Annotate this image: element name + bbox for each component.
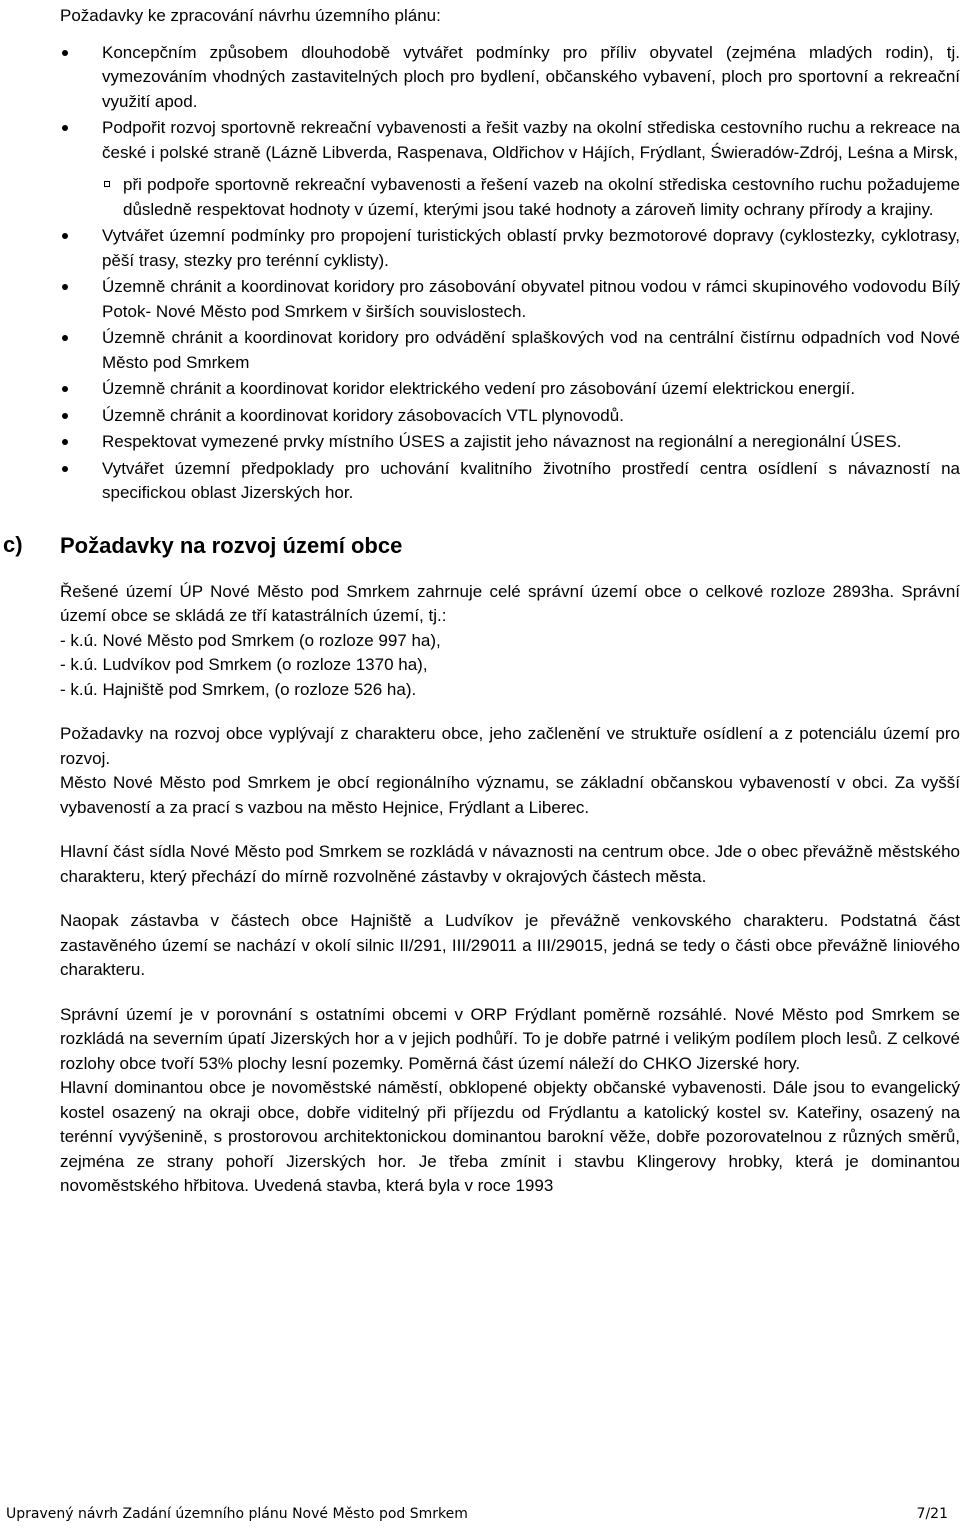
bullet-icon [62, 50, 68, 56]
bullet-icon [62, 439, 68, 445]
section-letter: c) [3, 531, 23, 557]
territory-paragraph [60, 1003, 960, 1199]
paragraph-text: Hlavní část sídla Nové Město pod Smrkem se rozkládá v návaznosti na centrum obce. Jde o obec převážně městského charakteru, který přechází do mírně rozvolněné zástavby v okrajových částech města. [60, 842, 960, 886]
cadastral-item: - k.ú. Ludvíkov pod Smrkem (o rozloze 1370 ha), [60, 655, 428, 674]
sub-list-item: při podpoře sportovně rekreační vybavenosti a řešení vazeb na okolní střediska cestovního ruchu požadujeme důsledně respektovat hodnoty v území, kterými jsou také hodnoty a zároveň limity ochrany přírody a krajiny. [102, 173, 960, 222]
document-page [3, 4, 960, 1219]
paragraph-text: Město Nové Město pod Smrkem je obcí regionálního významu, se základní občanskou vybaveností v obci. Za vyšší vybaveností a za prací s vazbou na město Hejnice, Frýdlant a Liberec. [60, 773, 960, 817]
bullet-icon [62, 413, 68, 419]
list-item: Koncepčním způsobem dlouhodobě vytvářet podmínky pro příliv obyvatel (zejména mladých rodin), tj. vymezováním vhodných zastavitelných ploch pro bydlení, občanského vybavení, ploch pro sportovní a rekreační využití apod. [60, 41, 960, 115]
list-item: Respektovat vymezené prvky místního ÚSES a zajistit jeho návaznost na regionální a neregionální ÚSES. [60, 430, 960, 455]
list-item: Územně chránit a koordinovat koridory pro odvádění splaškových vod na centrální čistírnu odpadních vod Nové Město pod Smrkem [60, 326, 960, 375]
list-item: Územně chránit a koordinovat koridory pro zásobování obyvatel pitnou vodou v rámci skupinového vodovodu Bílý Potok- Nové Město pod Smrkem v širších souvislostech. [60, 275, 960, 324]
section-title: Požadavky na rozvoj území obce [60, 532, 403, 558]
paragraph-text: Požadavky na rozvoj obce vyplývají z charakteru obce, jeho začlenění ve struktuře osídlení a z potenciálu území pro rozvoj. [60, 724, 960, 768]
cadastral-intro: Řešené území ÚP Nové Město pod Smrkem zahrnuje celé správní území obce o celkové rozloze 2893ha. Správní území obce se skládá ze tří katastrálních území, tj.: [60, 581, 960, 625]
bullet-icon [62, 335, 68, 341]
settlement-paragraph [60, 909, 960, 983]
cadastral-paragraph [60, 580, 960, 703]
list-item: Územně chránit a koordinovat koridory zásobovacích VTL plynovodů. [60, 404, 960, 429]
square-bullet-icon [104, 181, 110, 187]
development-paragraph [60, 722, 960, 820]
bullet-icon [62, 284, 68, 290]
section-heading [3, 531, 960, 560]
list-item: Vytvářet územní předpoklady pro uchování kvalitního životního prostředí centra osídlení s návazností na specifickou oblast Jizerských hor. [60, 457, 960, 506]
paragraph-text: Naopak zástavba v částech obce Hajniště a Ludvíkov je převážně venkovského charakteru. Podstatná část zastavěného území se nachází v okolí silnic II/291, III/29011 a III/29015, jedná se tedy o části obce převážně liniového charakteru. [60, 911, 960, 979]
list-item: Podpořit rozvoj sportovně rekreační vybavenosti a řešit vazby na okolní střediska cestovního ruchu a rekreace na české i polské straně (Lázně Libverda, Raspenava, Oldřichov v Hájích, Frýdlant, Świeradów-Zdrój, Leśna a Mirsk, při podpoře sportovně rekreační vybavenosti a řešení vazeb na okolní střediska cestovního ruchu požadujeme důsledně respektovat hodnoty v území, kterými jsou také hodnoty a zároveň limity ochrany přírody a krajiny. [60, 116, 960, 222]
footer-title: Upravený návrh Zadání územního plánu Nové Město pod Smrkem [6, 1506, 468, 1522]
list-item: Územně chránit a koordinovat koridor elektrického vedení pro zásobování území elektrickou energií. [60, 377, 960, 402]
sub-list [102, 173, 960, 222]
list-item: Vytvářet územní podmínky pro propojení turistických oblastí prvky bezmotorové dopravy (cyklostezky, cyklotrasy, pěší trasy, stezky pro terénní cyklisty). [60, 224, 960, 273]
bullet-icon [62, 386, 68, 392]
requirements-list [60, 41, 960, 506]
main-part-paragraph [60, 840, 960, 889]
page-number: 7/21 [916, 1506, 948, 1522]
intro-heading: Požadavky ke zpracování návrhu územního plánu: [60, 6, 441, 25]
cadastral-item: - k.ú. Hajniště pod Smrkem, (o rozloze 526 ha). [60, 679, 417, 699]
bullet-icon [62, 125, 68, 131]
bullet-icon [62, 233, 68, 239]
page-footer [6, 1506, 950, 1526]
cadastral-item: - k.ú. Nové Město pod Smrkem (o rozloze 997 ha), [60, 630, 441, 650]
paragraph-text: Správní území je v porovnání s ostatními obcemi v ORP Frýdlant poměrně rozsáhlé. Nové Město pod Smrkem se rozkládá na severním úpatí Jizerských hor a v jejich podhůří. To je dobře patrné i velikým podílem ploch lesů. Z celkové rozlohy obce tvoří 53% plochy lesní pozemky. Poměrná část území náleží do CHKO Jizerské hory. [60, 1004, 960, 1073]
bullet-icon [62, 466, 68, 472]
paragraph-text: Hlavní dominantou obce je novoměstské náměstí, obklopené objekty občanské vybavenosti. Dále jsou to evangelický kostel osazený na okraji obce, dobře viditelný při příjezdu od Frýdlantu a katolický kostel sv. Kateřiny, osazený na terénní vyvýšenině, s prostorovou architektonickou dominantou barokní věže, dobře pozorovatelnou z různých směrů, zejména ze strany pohoří Jizerských hor. Je třeba zmínit i stavbu Klingerovy hrobky, která je dominantou novoměstského hřbitova. Uvedená stavba, která byla v roce 1993 [60, 1078, 960, 1195]
